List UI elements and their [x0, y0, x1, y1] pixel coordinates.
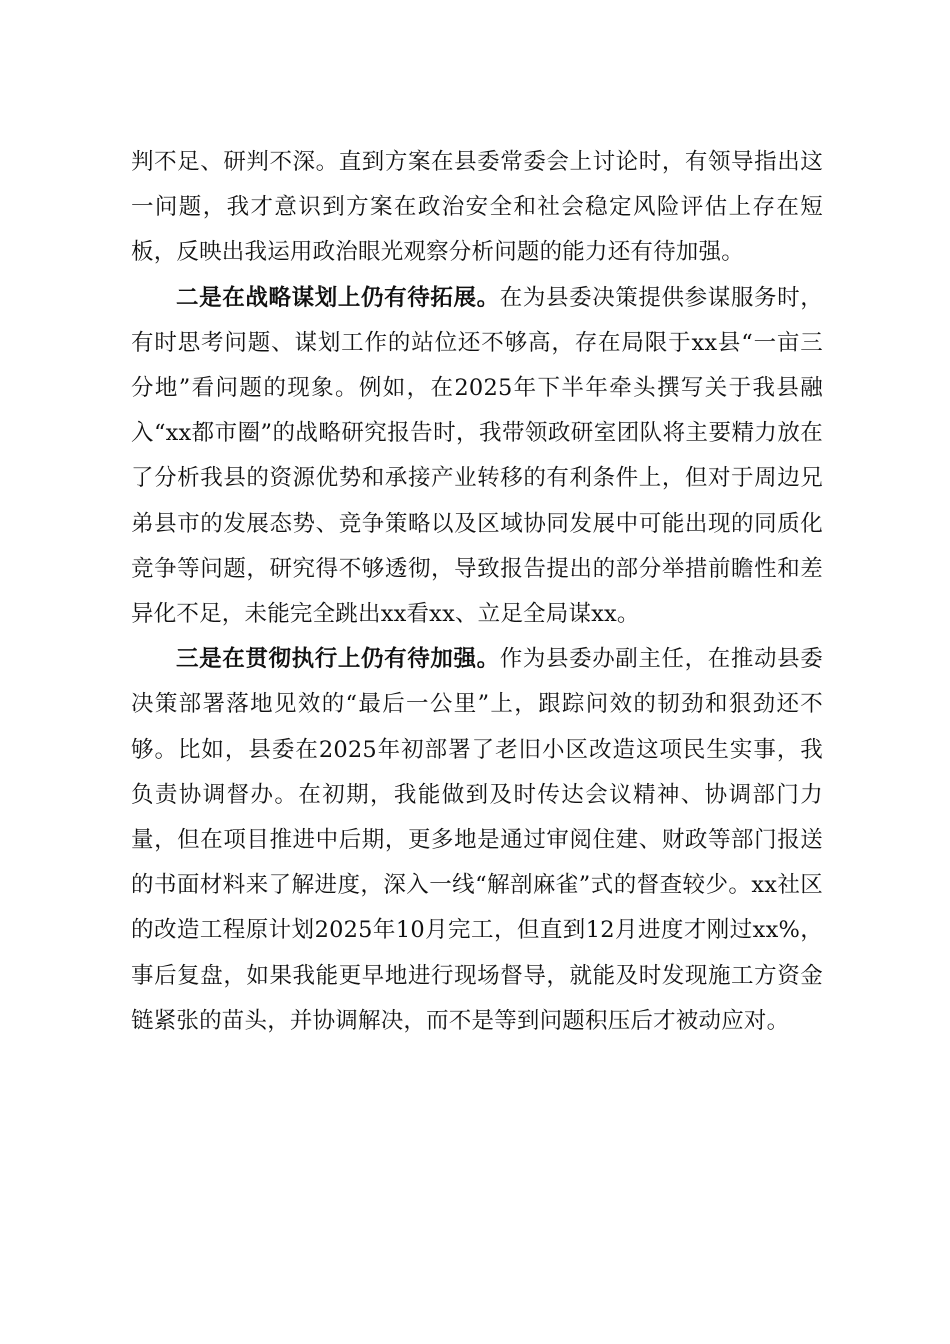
paragraph-strategic-planning	[131, 276, 823, 638]
paragraph-lead: 三是在贯彻执行上仍有待加强。	[176, 646, 500, 673]
paragraph-lead: 二是在战略谋划上仍有待拓展。	[176, 284, 500, 311]
paragraph-continuation: 判不足、研判不深。直到方案在县委常委会上讨论时，有领导指出这一问题，我才意识到方案在政治安全和社会稳定风险评估上存在短板，反映出我运用政治眼光观察分析问题的能力还有待加强。	[131, 149, 823, 266]
paragraph-implementation	[131, 637, 823, 1044]
paragraph-body: 在为县委决策提供参谋服务时，有时思考问题、谋划工作的站位还不够高，存在局限于xx县“一亩三分地”看问题的现象。例如，在2025年下半年牵头撰写关于我县融入“xx都市圈”的战略研究报告时，我带领政研室团队将主要精力放在了分析我县的资源优势和承接产业转移的有利条件上，但对于周边兄弟县市的发展态势、竞争策略以及区域协同发展中可能出现的同质化竞争等问题，研究得不够透彻，导致报告提出的部分举措前瞻性和差异化不足，未能完全跳出xx看xx、立足全局谋xx。	[131, 284, 823, 628]
document-body	[131, 140, 823, 1044]
paragraph-body: 作为县委办副主任，在推动县委决策部署落地见效的“最后一公里”上，跟踪问效的韧劲和狠劲还不够。比如，县委在2025年初部署了老旧小区改造这项民生实事，我负责协调督办。在初期，我能做到及时传达会议精神、协调部门力量，但在项目推进中后期，更多地是通过审阅住建、财政等部门报送的书面材料来了解进度，深入一线“解剖麻雀”式的督查较少。xx社区的改造工程原计划2025年10月完工，但直到12月进度才刚过xx%，事后复盘，如果我能更早地进行现场督导，就能及时发现施工方资金链紧张的苗头，并协调解决，而不是等到问题积压后才被动应对。	[131, 646, 823, 1034]
